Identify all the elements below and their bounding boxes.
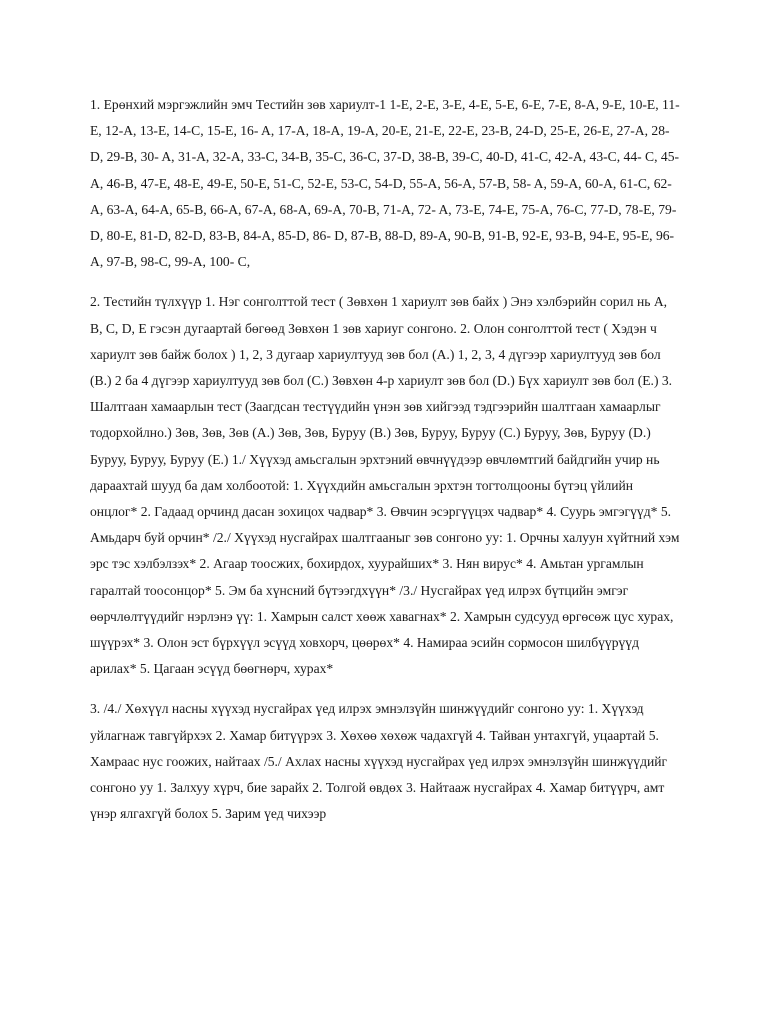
paragraph-questions: 3. /4./ Хөхүүл насны хүүхэд нусгайрах үед илрэх эмнэлзүйн шинжүүдийг сонгоно уу: 1. Хүүхэд уйлагнаж тавгүйрхэх 2. Хамар битүүрэх 3. Хөхөө хөхөж чадахгүй 4. Тайван унтахгүй, уцаартай 5. Хамраас нус гоожих, найтаах /5./ Ахлах насны хүүхэд нусгайрах үед илрэх эмнэлзүйн шинжүүдийг сонгоно уу 1. Залхуу хүрч, бие зарайх 2. Толгой өвдөх 3. Найтааж нусгайрах 4. Хамар битүүрч, амт үнэр ялгахгүй болох 5. Зарим үед чихээр [90, 701, 668, 822]
document-body [90, 92, 680, 841]
paragraph-answer-key: 1. Ерөнхий мэргэжлийн эмч Тестийн зөв хариулт-1 1-E, 2-E, 3-E, 4-E, 5-E, 6-E, 7-E, 8-A, 9-E, 10-E, 11-E, 12-A, 13-E, 14-C, 15-E, 16- A, 17-A, 18-A, 19-A, 20-E, 21-E, 22-E, 23-B, 24-D, 25-E, 26-E, 27-A, 28-D, 29-B, 30- A, 31-A, 32-A, 33-C, 34-B, 35-C, 36-C, 37-D, 38-B, 39-C, 40-D, 41-C, 42-A, 43-C, 44- C, 45-A, 46-B, 47-E, 48-E, 49-E, 50-E, 51-C, 52-E, 53-C, 54-D, 55-A, 56-A, 57-B, 58- A, 59-A, 60-A, 61-C, 62-A, 63-A, 64-A, 65-B, 66-A, 67-A, 68-A, 69-A, 70-B, 71-A, 72- A, 73-E, 74-E, 75-A, 76-C, 77-D, 78-E, 79-D, 80-E, 81-D, 82-D, 83-B, 84-A, 85-D, 86- D, 87-B, 88-D, 89-A, 90-B, 91-B, 92-E, 93-B, 94-E, 95-E, 96-A, 97-B, 98-C, 99-A, 100- C, [90, 97, 680, 270]
paragraph-test-key: 2. Тестийн түлхүүр 1. Нэг сонголттой тест ( Зөвхөн 1 хариулт зөв байх ) Энэ хэлбэрийн сорил нь A, B, C, D, E гэсэн дугаартай бөгөөд Зөвхөн 1 зөв хариуг сонгоно. 2. Олон сонголттой тест ( Хэдэн ч хариулт зөв байж болох ) 1, 2, 3 дугаар хариултууд зөв бол (A.) 1, 2, 3, 4 дүгээр хариултууд зөв бол (B.) 2 ба 4 дүгээр хариултууд зөв бол (C.) Зөвхөн 4-р хариулт зөв бол (D.) Бүх хариулт зөв бол (E.) 3. Шалтгаан хамаарлын тест (Заагдсан тестүүдийн үнэн зөв хийгээд тэдгээрийн шалтгаан хамаарлыг тодорхойлно.) Зөв, Зөв, Зөв (A.) Зөв, Зөв, Буруу (B.) Зөв, Буруу, Буруу (C.) Буруу, Зөв, Буруу (D.) Буруу, Буруу, Буруу (E.) 1./ Хүүхэд амьсгалын эрхтэний өвчнүүдээр өвчлөмтгий байдгийн учир нь дараахтай шууд ба дам холбоотой: 1. Хүүхдийн амьсгалын эрхтэн тогтолцооны бүтэц үйлийн онцлог* 2. Гадаад орчинд дасан зохицох чадвар* 3. Өвчин эсэргүүцэх чадвар* 4. Суурь эмгэгүүд* 5. Амьдарч буй орчин* /2./ Хүүхэд нусгайрах шалтгааныг зөв сонгоно уу: 1. Орчны халуун хүйтний хэм эрс тэс хэлбэлзэх* 2. Агаар тоосжих, бохирдох, хуурайших* 3. Нян вирус* 4. Амьтан ургамлын гаралтай тоосонцор* 5. Эм ба хүнсний бүтээгдхүүн* /3./ Нусгайрах үед илрэх бүтцийн эмгэг өөрчлөлтүүдийг нэрлэнэ үү: 1. Хамрын салст хөөж хавагнах* 2. Хамрын судсууд өргөсөж цус хурах, шүүрэх* 3. Олон эст бүрхүүл эсүүд ховхорч, цөөрөх* 4. Намираа эсийн сормосон шилбүүрүүд арилах* 5. Цагаан эсүүд бөөгнөрч, хурах* [90, 294, 680, 677]
